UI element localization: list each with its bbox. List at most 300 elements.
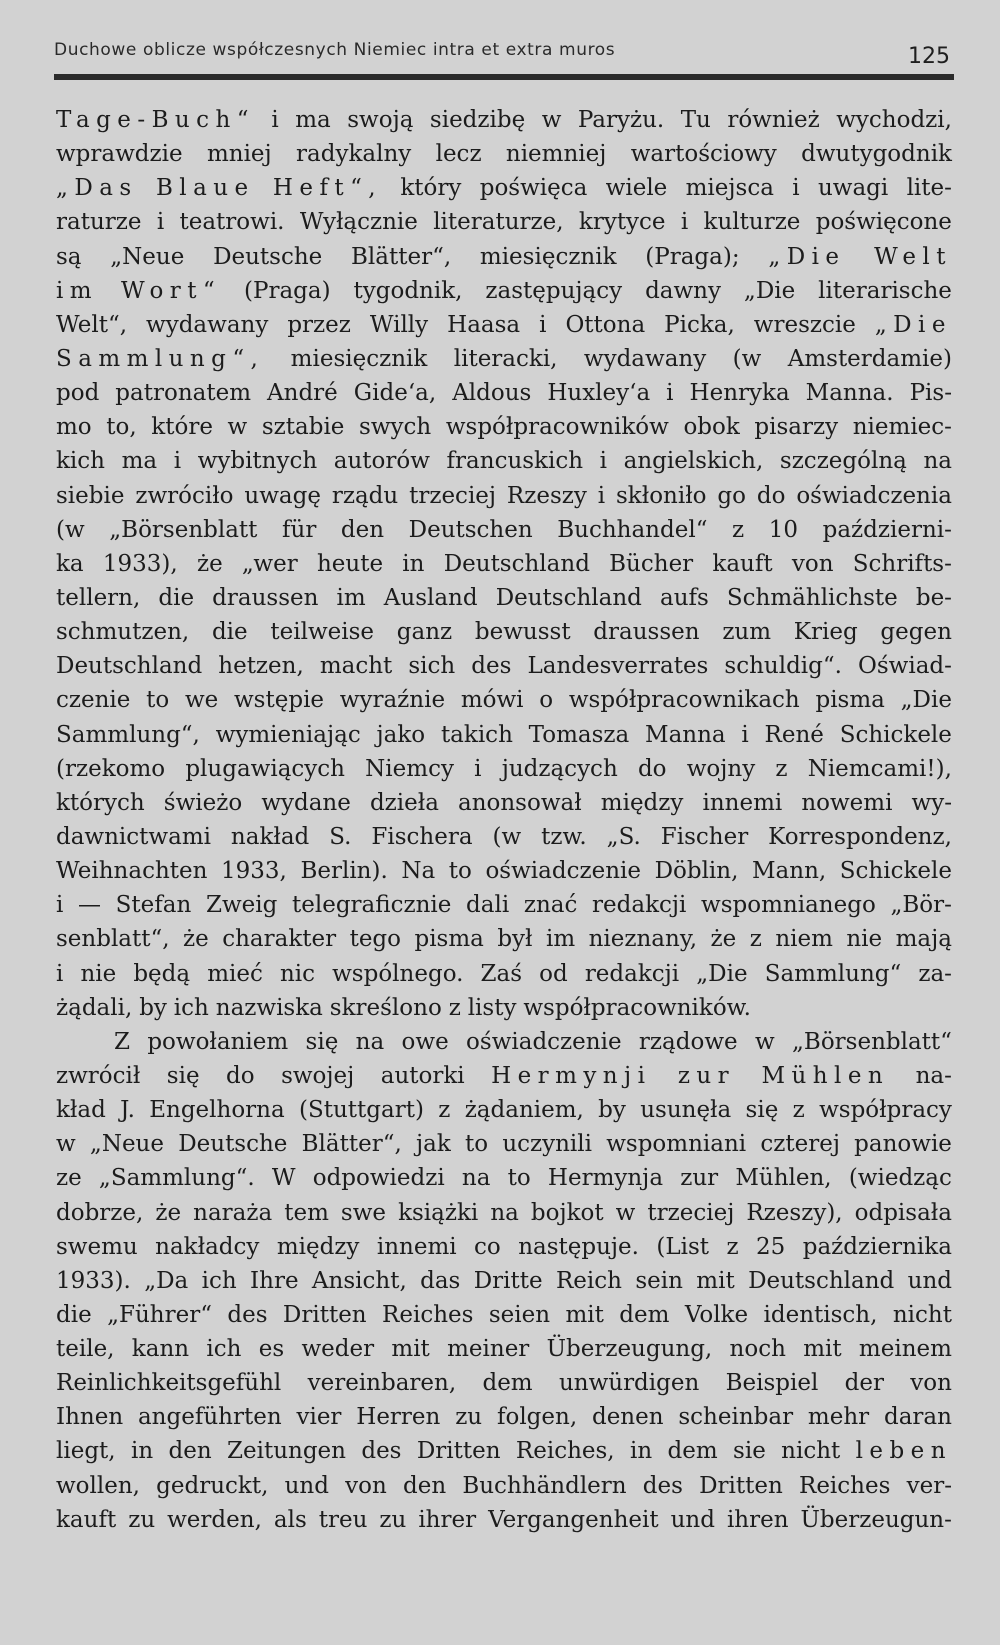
word: aufs [659, 584, 709, 611]
word: miesięcznik [479, 243, 617, 270]
word: mit [696, 1267, 735, 1294]
text-line [56, 922, 952, 956]
word: Paryżu. [577, 107, 665, 133]
text-line [56, 376, 952, 410]
word: W [271, 1165, 296, 1192]
word: znać [523, 892, 578, 919]
word: wymieniając [215, 721, 361, 748]
word: są [56, 243, 82, 270]
word: naraża [193, 1199, 273, 1226]
word: noch [729, 1336, 786, 1363]
word: świeżo [163, 789, 243, 816]
word: siedzibę [429, 107, 526, 133]
word: Döblin, [654, 858, 739, 885]
word: który [400, 175, 462, 202]
word: nie [80, 960, 117, 987]
word: niem [775, 926, 833, 953]
word: zu [379, 1506, 407, 1533]
word: wspomnianego [701, 892, 876, 919]
word: pisma [815, 687, 885, 714]
word: Blätter“, [351, 243, 452, 270]
word: „Neue [89, 1131, 164, 1158]
word: i [741, 721, 749, 748]
word: meinem [858, 1336, 952, 1363]
word: Ansicht, [311, 1267, 407, 1294]
word: do [756, 482, 786, 509]
word: oświadczenia [796, 482, 952, 509]
word: dawnictwami [56, 823, 211, 850]
word: z [775, 755, 788, 782]
word: sztabie [261, 414, 345, 441]
word: „wer [241, 550, 298, 577]
word: Amsterdamie) [787, 345, 952, 372]
text-line [56, 888, 952, 922]
word: oświadczenie [485, 858, 641, 885]
word: mówi [460, 687, 524, 714]
word: Tage-Buch“ [56, 107, 255, 133]
word: w [615, 1199, 636, 1226]
word: ze [56, 1165, 82, 1192]
word: denen [591, 1404, 664, 1431]
word: macht [319, 653, 393, 680]
text-line [56, 1366, 952, 1400]
word: z [749, 926, 762, 953]
word: uczynili [502, 1131, 592, 1158]
word: październi- [822, 516, 952, 543]
word: und [670, 1506, 715, 1533]
word: w [754, 1028, 775, 1055]
word: 25 [756, 1233, 786, 1260]
word: kich [56, 448, 105, 475]
word: Ihnen [56, 1404, 124, 1431]
text-line [56, 1298, 952, 1332]
word: Berlin). [300, 858, 388, 885]
word: kauft [56, 1506, 117, 1533]
word: współpracownikach [568, 687, 800, 714]
word: angielskich, [623, 448, 764, 475]
word: miejsca [685, 175, 774, 202]
word: Hermynja [547, 1165, 664, 1192]
word: J. [120, 1097, 135, 1124]
word: Vergangenheit [488, 1506, 659, 1533]
word: uwagę [244, 482, 321, 509]
word: i [666, 380, 674, 407]
word: i [680, 209, 689, 236]
word: „Die [768, 243, 846, 270]
word: es [258, 1336, 285, 1363]
word: w [56, 1131, 76, 1158]
word: zum [722, 619, 772, 646]
word: patronatem [115, 380, 252, 407]
word: Korrespondenz, [768, 823, 952, 850]
word: die [211, 619, 248, 646]
word: sein [635, 1267, 683, 1294]
word: von [345, 1472, 387, 1499]
word: swych [359, 414, 432, 441]
text-line [56, 752, 952, 786]
word: Wort“ [120, 277, 222, 304]
word: Zweig [205, 892, 278, 919]
word: der [844, 1370, 884, 1397]
word: do [637, 755, 667, 782]
word: Weihnachten [56, 858, 208, 885]
word: z [438, 1097, 451, 1124]
word: schuldig“. [724, 653, 842, 680]
word: literarische [818, 277, 952, 304]
word: daran [883, 1404, 952, 1431]
word: im [545, 926, 576, 953]
word: z [448, 994, 461, 1021]
word: Manna [645, 721, 726, 748]
text-line [56, 171, 952, 205]
word: swojej [281, 1062, 355, 1089]
word: die [158, 584, 195, 611]
word: kann [131, 1336, 190, 1363]
word: swe [340, 1199, 387, 1226]
word: usunęła [640, 1097, 732, 1124]
word: Henryka [689, 380, 790, 407]
text-line [56, 957, 952, 991]
word: mniej [206, 141, 272, 168]
word: nicht [781, 1438, 841, 1465]
word: bojkot [530, 1199, 604, 1226]
word: Dritten [416, 1438, 501, 1465]
word: nakład [230, 823, 310, 850]
word: co [474, 1233, 501, 1260]
word: (w [492, 823, 522, 850]
word: Reich [555, 1267, 622, 1294]
word: Schrifts- [852, 550, 952, 577]
word: do [226, 1062, 255, 1089]
word: Schmählichste [726, 584, 898, 611]
word: — [78, 892, 102, 919]
word: i [156, 209, 165, 236]
word: Zeitungen [227, 1438, 346, 1465]
word: nic [279, 960, 316, 987]
word: ihrer [418, 1506, 477, 1533]
word: (w [732, 345, 762, 372]
word: im [56, 277, 99, 304]
text-line [56, 342, 952, 376]
word: bewusst [474, 619, 571, 646]
word: (Stuttgart) [299, 1097, 424, 1124]
word: charakter [222, 926, 337, 953]
word: unwürdigen [558, 1370, 700, 1397]
word: na [461, 1165, 491, 1192]
word: das [420, 1267, 461, 1294]
word: wybitnych [197, 448, 318, 475]
word: przez [287, 311, 351, 338]
word: dem [482, 1370, 533, 1397]
word: francuskich [446, 448, 584, 475]
word: nie [846, 926, 883, 953]
word: jak [416, 1131, 451, 1158]
text-line [56, 1161, 952, 1195]
word: Beispiel [725, 1370, 819, 1397]
word: nakładcy [155, 1233, 260, 1260]
text-line [56, 513, 952, 547]
word: że [155, 1199, 182, 1226]
word: z [732, 516, 745, 543]
page-number: 125 [908, 44, 950, 69]
word: mają [895, 926, 952, 953]
text-line [56, 1059, 952, 1093]
word: innemi [376, 1233, 457, 1260]
word: redakcji [584, 960, 680, 987]
word: (Praga); [645, 243, 740, 270]
word: weder [301, 1336, 375, 1363]
word: wprawdzie [56, 141, 183, 168]
word: Hermynji [491, 1062, 652, 1089]
word: w [227, 414, 248, 441]
word: „Neue [110, 243, 185, 270]
word: „Börsenblatt“ [792, 1028, 952, 1055]
word: się [305, 1028, 339, 1055]
word: owe [401, 1028, 449, 1055]
word: października [802, 1233, 952, 1260]
word: telegraficznie [292, 892, 452, 919]
word: (w [56, 516, 85, 543]
word: nicht [892, 1301, 952, 1328]
running-head [54, 36, 954, 76]
word: dem [667, 1438, 718, 1465]
word: gedruckt, [156, 1472, 269, 1499]
word: Mühlen [761, 1062, 890, 1089]
word: Landesverrates [527, 653, 709, 680]
word: draussen [593, 619, 700, 646]
word: Engelhorna [149, 1097, 285, 1124]
word: draussen [212, 584, 319, 611]
word: Na [401, 858, 436, 885]
word: że [196, 550, 223, 577]
word: to, [106, 414, 137, 441]
word: (rzekomo [56, 755, 166, 782]
word: heute [316, 550, 384, 577]
word: trzeciej [647, 1199, 735, 1226]
word: dawny [645, 277, 721, 304]
word: des [471, 653, 512, 680]
text-line [56, 240, 952, 274]
word: mit [565, 1301, 604, 1328]
word: teilweise [270, 619, 375, 646]
word: na [355, 1028, 385, 1055]
word: seien [488, 1301, 551, 1328]
word: wstępie [234, 687, 325, 714]
word: ihren [726, 1506, 789, 1533]
word: in [402, 550, 425, 577]
word: „Führer“ [107, 1301, 212, 1328]
word: by [598, 1097, 626, 1124]
word: nowemi [801, 789, 893, 816]
word: des [642, 1472, 683, 1499]
word: den [340, 516, 385, 543]
word: tygodnik, [353, 277, 463, 304]
word: Gide‘a, [353, 380, 437, 407]
word: i [597, 482, 606, 509]
word: den [403, 1472, 447, 1499]
word: Ausland [383, 584, 478, 611]
word: dali [466, 892, 510, 919]
word: des [227, 1301, 268, 1328]
word: skreślono [329, 994, 442, 1021]
word: współpracy [819, 1097, 952, 1124]
word: tego [349, 926, 402, 953]
word: lecz [435, 141, 482, 168]
word: między [600, 789, 684, 816]
word: innemi [702, 789, 783, 816]
word: wspomniani [606, 1131, 747, 1158]
word: folgen, [496, 1404, 578, 1431]
word: „Börsenblatt [109, 516, 258, 543]
word: liegt, [56, 1438, 116, 1465]
word: zur [677, 1062, 736, 1089]
word: i [271, 107, 279, 133]
text-line [56, 205, 952, 239]
word: Volke [684, 1301, 749, 1328]
word: André [267, 380, 338, 407]
text-line [56, 1127, 952, 1161]
word: trzeciej [409, 482, 497, 509]
word: anonsował [458, 789, 582, 816]
word: und [284, 1472, 329, 1499]
word: Blaue [155, 175, 255, 202]
word: ich [173, 994, 209, 1021]
word: tzw. [541, 823, 587, 850]
word: że [183, 926, 209, 953]
word: Heft“, [272, 175, 383, 202]
word: wspólnego. [332, 960, 464, 987]
word: pod [56, 380, 100, 407]
word: które [151, 414, 213, 441]
word: judzących [501, 755, 618, 782]
word: meiner [447, 1336, 530, 1363]
word: kulturze [703, 209, 801, 236]
word: werden, [167, 1506, 262, 1533]
word: Deutschen [408, 516, 533, 543]
word: von [791, 550, 834, 577]
word: się [745, 1097, 779, 1124]
word: vereinbaren, [307, 1370, 457, 1397]
word: Rzeszy [506, 482, 587, 509]
word: mehr [807, 1404, 870, 1431]
text-line [56, 615, 952, 649]
word: za- [918, 960, 952, 987]
text-line [56, 854, 952, 888]
word: i [599, 448, 608, 475]
word: und [907, 1267, 952, 1294]
text-line [56, 786, 952, 820]
word: czterej [760, 1131, 840, 1158]
word: literacki, [453, 345, 558, 372]
word: poświęca [479, 175, 588, 202]
word: Stefan [115, 892, 192, 919]
word: radykalny [296, 141, 412, 168]
word: raturze [56, 209, 142, 236]
word: by [139, 994, 167, 1021]
word: to [448, 858, 472, 885]
word: niemniej [505, 141, 607, 168]
word: wydane [261, 789, 351, 816]
word: leben [855, 1438, 952, 1465]
word: tellern, [56, 584, 141, 611]
word: tem [284, 1199, 329, 1226]
word: 1933). [56, 1267, 131, 1294]
text-line [56, 991, 952, 1025]
word: Reiches, [515, 1438, 615, 1465]
text-line [56, 1264, 952, 1298]
word: wartościowy [630, 141, 777, 168]
word: wydawany [583, 345, 707, 372]
word: be- [915, 584, 952, 611]
text-line [56, 1434, 952, 1468]
word: René [764, 721, 824, 748]
word: den [168, 1438, 212, 1465]
word: ich [206, 1336, 242, 1363]
word: i [539, 311, 547, 338]
word: Deutsche [213, 243, 323, 270]
word: Aldous [452, 380, 532, 407]
word: „Bör- [890, 892, 952, 919]
word: Dritten [699, 1472, 783, 1499]
word: hetzen, [218, 653, 304, 680]
word: Überzeugun- [800, 1506, 952, 1533]
word: wydawany [146, 311, 269, 338]
word: Sammlung“, [56, 721, 200, 748]
word: odpowiedzi [312, 1165, 445, 1192]
word: żądali, [56, 994, 133, 1021]
word: identisch, [763, 1301, 878, 1328]
word: od [539, 960, 568, 987]
word: swemu [56, 1233, 138, 1260]
word: teatrowi. [179, 209, 285, 236]
word: Ihre [250, 1267, 299, 1294]
word: in [130, 1438, 154, 1465]
word: skłoniło [616, 482, 707, 509]
word: to [507, 1165, 531, 1192]
word: powołaniem [147, 1028, 289, 1055]
word: niemiec- [852, 414, 952, 441]
word: to [146, 687, 170, 714]
word: jako [376, 721, 426, 748]
word: von [910, 1370, 952, 1397]
text-line [56, 274, 952, 308]
word: „Die [900, 687, 952, 714]
word: Mann, [752, 858, 827, 885]
word: redakcji [592, 892, 687, 919]
word: teile, [56, 1336, 115, 1363]
word: Reiches [799, 1472, 891, 1499]
word: następuje. [518, 1233, 639, 1260]
word: mit [803, 1336, 842, 1363]
word: zastępujący [485, 277, 623, 304]
word: ganz [396, 619, 453, 646]
word: „Da [144, 1267, 189, 1294]
word: Manna. [805, 380, 894, 407]
word: wojny [686, 755, 756, 782]
text-line [56, 547, 952, 581]
word: oświadczenie [466, 1028, 622, 1055]
word: czenie [56, 687, 131, 714]
word: zur [680, 1165, 719, 1192]
word: Willy [369, 311, 429, 338]
word: szczególną [779, 448, 907, 475]
word: pisarzy [754, 414, 839, 441]
word: Deutsche [178, 1131, 288, 1158]
text-line [56, 1196, 952, 1230]
word: będą [133, 960, 191, 987]
word: Niemcami!), [807, 755, 952, 782]
word: uwagi [817, 175, 889, 202]
